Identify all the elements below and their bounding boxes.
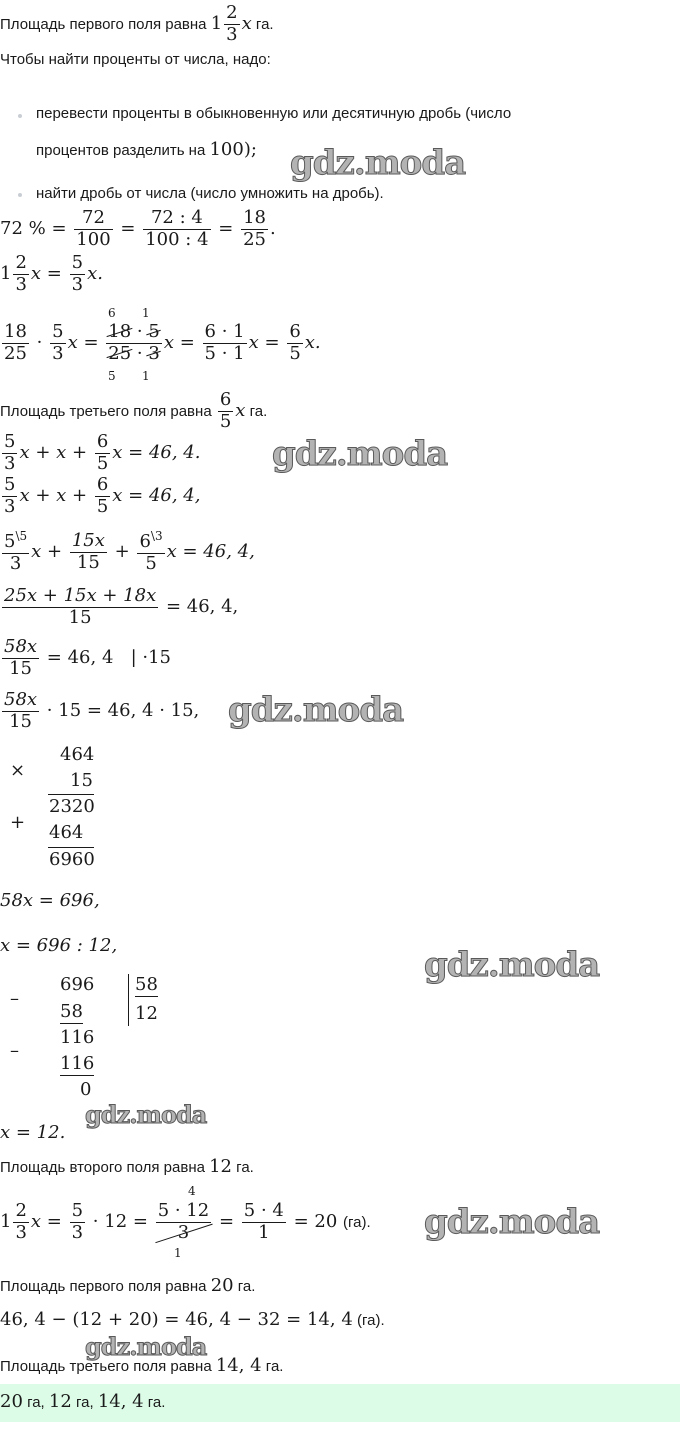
equation-8: x = 696 : 12, [0, 935, 118, 956]
bullet-item-1-cont: процентов разделить на 100); [36, 139, 257, 160]
watermark-logo: gdz.moda [272, 434, 448, 474]
mixed-number: 1 $\frac{2}{3}$ x [210, 2, 252, 45]
instruction-text: Чтобы найти проценты от числа, надо: [0, 51, 271, 68]
equation-11: 46, 4 − (12 + 20) = 46, 4 − 32 = 14, 4 (га). [0, 1309, 385, 1330]
answer-text: 20 га, 12 га, 14, 4 га. [0, 1391, 166, 1412]
bullet-item-2: найти дробь от числа (число умножить на дробь). [36, 185, 384, 202]
equation-5: $\frac{58x}{15}$ = 46, 4 | ·15 [4, 636, 171, 679]
equation-10: 1 $\frac{2}{3}$ x = $\frac{5}{3}$ · 12 = $\frac{5 \cdot 12}{3}$ = $\frac{5 \cdot 4}{1}$ = 20 (га). [0, 1200, 371, 1243]
bullet-item-1: перевести проценты в обыкновенную или десятичную дробь (число [36, 105, 512, 122]
field2-sentence: Площадь второго поля равна 12 га. [0, 1156, 254, 1177]
equation-6: $\frac{58x}{15}$ · 15 = 46, 4 · 15, [4, 689, 200, 732]
field3-sentence: Площадь третьего поля равна $\frac{6}{5}$ x га. [0, 389, 268, 432]
watermark-logo: gdz.moda [228, 690, 404, 730]
fraction-multiplication: $\frac{18}{25}$ · $\frac{5}{3}$ x = $\frac{18 \cdot 5}{25 \cdot 3}$ x = $\frac{6 \cdot 1}{5 \cdot 1}$ x = $\frac{6}{5}$ x. [4, 321, 321, 364]
equation-3: $\frac{5^{\backslash 5}}{3}$ x + $\frac{15x}{15}$ + $\frac{6^{\backslash 3}}{5}$ x = 46, 4, [4, 529, 255, 574]
watermark-logo: gdz.moda [85, 1100, 207, 1129]
equation-9: x = 12. [0, 1122, 66, 1143]
equation-1: $\frac{5}{3}$ x + x + $\frac{6}{5}$ x = 46, 4. [4, 431, 201, 474]
field1-sentence: Площадь первого поля равна 1 $\frac{2}{3}$ x га. [0, 2, 274, 45]
field3-result: Площадь третьего поля равна 14, 4 га. [0, 1355, 284, 1376]
mixed-to-improper: 1 $\frac{2}{3}$ x = $\frac{5}{3}$ x. [0, 252, 103, 295]
bullet-dot [18, 193, 22, 197]
bullet-dot [18, 114, 22, 118]
watermark-logo: gdz.moda [424, 945, 600, 985]
field1-result: Площадь первого поля равна 20 га. [0, 1275, 256, 1296]
equation-7: 58x = 696, [0, 890, 100, 911]
watermark-logo: gdz.moda [290, 143, 466, 183]
watermark-logo: gdz.moda [424, 1202, 600, 1242]
equation-4: $\frac{25x + 15x + 18x}{15}$ = 46, 4, [4, 585, 239, 628]
percent-conversion: 72 % = $\frac{72}{100}$ = $\frac{72 : 4}{100 : 4}$ = $\frac{18}{25}$ . [0, 207, 276, 250]
watermark-logo: gdz.moda [85, 1332, 207, 1361]
equation-2: $\frac{5}{3}$ x + x + $\frac{6}{5}$ x = 46, 4, [4, 474, 201, 517]
